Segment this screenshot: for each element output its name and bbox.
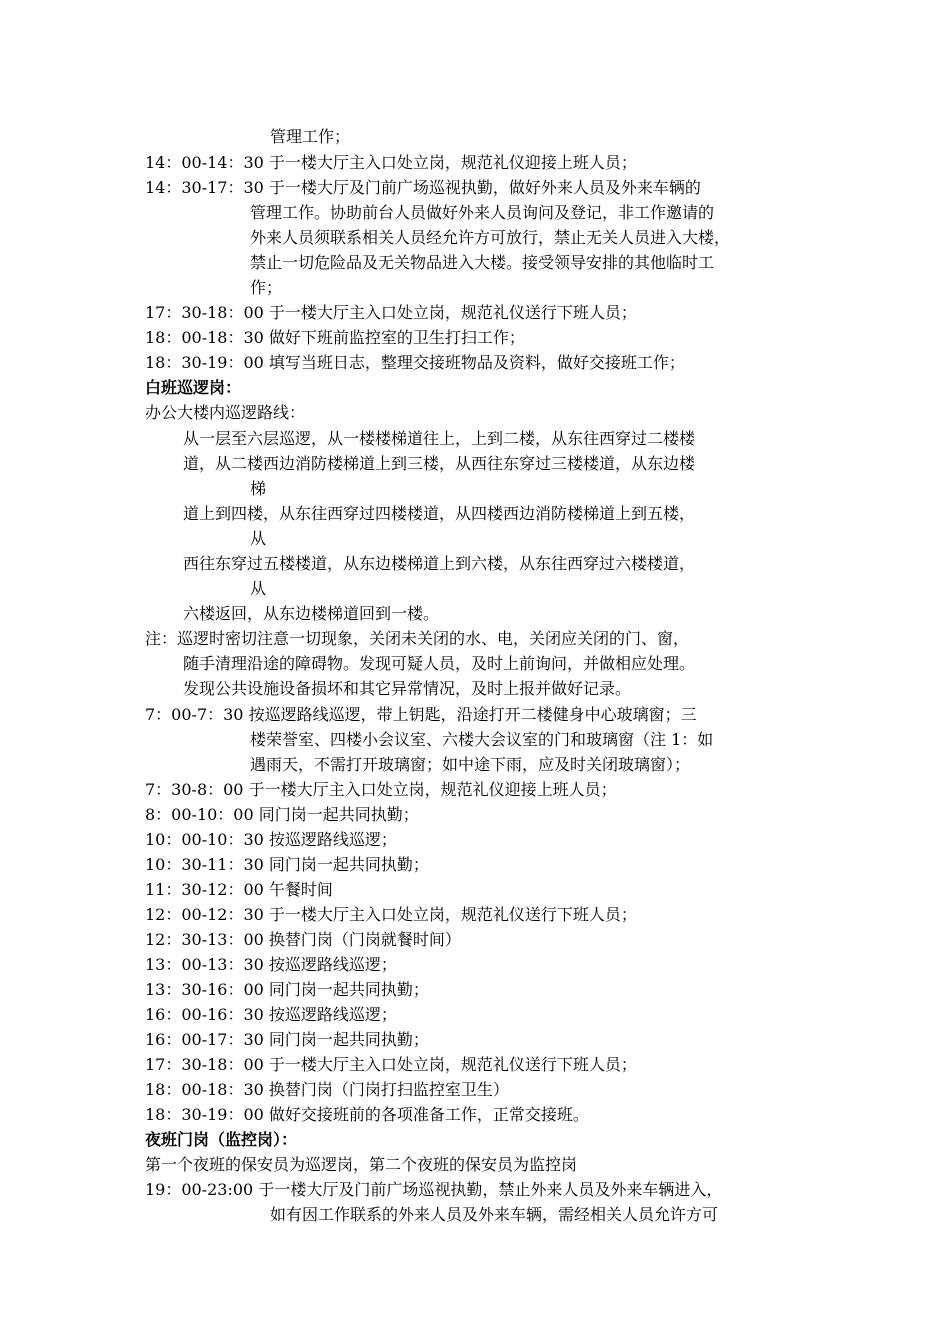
text-line: 8：00-10：00 同门岗一起共同执勤； — [145, 805, 419, 824]
section-heading: 夜班门岗（监控岗）： — [145, 1130, 298, 1149]
text-line: 办公大楼内巡逻路线： — [145, 403, 306, 422]
text-line: 道，从二楼西边消防楼梯道上到三楼，从西往东穿过三楼楼道，从东边楼 — [183, 454, 696, 473]
text-line: 10：00-10：30 按巡逻路线巡逻； — [145, 830, 397, 849]
text-line: 16：00-17：30 同门岗一起共同执勤； — [145, 1030, 429, 1049]
text-line: 从一层至六层巡逻，从一楼楼梯道往上，上到二楼，从东往西穿过二楼楼 — [183, 429, 696, 448]
text-line: 17：30-18：00 于一楼大厅主入口处立岗，规范礼仪送行下班人员； — [145, 1055, 637, 1074]
text-line: 禁止一切危险品及无关物品进入大楼。接受领导安排的其他临时工 — [250, 253, 715, 272]
text-line: 10：30-11：30 同门岗一起共同执勤； — [145, 855, 429, 874]
text-line: 14：00-14：30 于一楼大厅主入口处立岗，规范礼仪迎接上班人员； — [145, 153, 637, 172]
text-line: 发现公共设施设备损坏和其它异常情况，及时上报并做好记录。 — [183, 679, 632, 698]
text-line: 16：00-16：30 按巡逻路线巡逻； — [145, 1005, 397, 1024]
text-line: 13：00-13：30 按巡逻路线巡逻； — [145, 955, 397, 974]
text-line: 从 — [250, 579, 267, 598]
text-line: 7：30-8：00 于一楼大厅主入口处立岗，规范礼仪迎接上班人员； — [145, 780, 617, 799]
text-line: 11：30-12：00 午餐时间 — [145, 880, 333, 899]
text-line: 遇雨天，不需打开玻璃窗；如中途下雨，应及时关闭玻璃窗）； — [250, 755, 691, 774]
text-line: 六楼返回，从东边楼梯道回到一楼。 — [183, 604, 440, 623]
text-line: 18：30-19：00 做好交接班前的各项准备工作，正常交接班。 — [145, 1105, 589, 1124]
section-heading: 白班巡逻岗： — [145, 378, 242, 397]
text-line: 18：00-18：30 换替门岗（门岗打扫监控室卫生） — [145, 1080, 509, 1099]
text-line: 12：00-12：30 于一楼大厅主入口处立岗，规范礼仪送行下班人员； — [145, 905, 637, 924]
text-line: 如有因工作联系的外来人员及外来车辆，需经相关人员允许方可 — [270, 1205, 719, 1224]
text-line: 17：30-18：00 于一楼大厅主入口处立岗，规范礼仪送行下班人员； — [145, 303, 637, 322]
text-line: 13：30-16：00 同门岗一起共同执勤； — [145, 980, 429, 999]
text-line: 第一个夜班的保安员为巡逻岗，第二个夜班的保安员为监控岗 — [145, 1155, 578, 1174]
text-line: 14：30-17：30 于一楼大厅及门前广场巡视执勤，做好外来人员及外来车辆的 — [145, 178, 701, 197]
text-line: 管理工作。协助前台人员做好外来人员询问及登记，非工作邀请的 — [250, 203, 715, 222]
text-line: 注：巡逻时密切注意一切现象，关闭未关闭的水、电，关闭应关闭的门、窗， — [145, 629, 690, 648]
text-line: 外来人员须联系相关人员经允许方可放行，禁止无关人员进入大楼， — [250, 228, 731, 247]
text-line: 从 — [250, 529, 267, 548]
text-line: 7：00-7：30 按巡逻路线巡逻，带上钥匙，沿途打开二楼健身中心玻璃窗；三 — [145, 705, 697, 724]
text-line: 12：30-13：00 换替门岗（门岗就餐时间） — [145, 930, 461, 949]
text-line: 梯 — [250, 479, 267, 498]
text-line: 西往东穿过五楼楼道，从东边楼梯道上到六楼，从东往西穿过六楼楼道， — [183, 554, 696, 573]
text-line: 随手清理沿途的障碍物。发现可疑人员，及时上前询问，并做相应处理。 — [183, 654, 696, 673]
text-line: 作； — [250, 278, 283, 297]
text-line: 19：00-23:00 于一楼大厅及门前广场巡视执勤，禁止外来人员及外来车辆进入， — [145, 1180, 723, 1199]
text-line: 18：00-18：30 做好下班前监控室的卫生打扫工作； — [145, 328, 525, 347]
text-line: 管理工作； — [270, 127, 351, 146]
text-line: 道上到四楼，从东往西穿过四楼楼道，从四楼西边消防楼梯道上到五楼， — [183, 504, 696, 523]
text-line: 18：30-19：00 填写当班日志，整理交接班物品及资料，做好交接班工作； — [145, 353, 685, 372]
text-line: 楼荣誉室、四楼小会议室、六楼大会议室的门和玻璃窗（注 1：如 — [250, 730, 714, 749]
